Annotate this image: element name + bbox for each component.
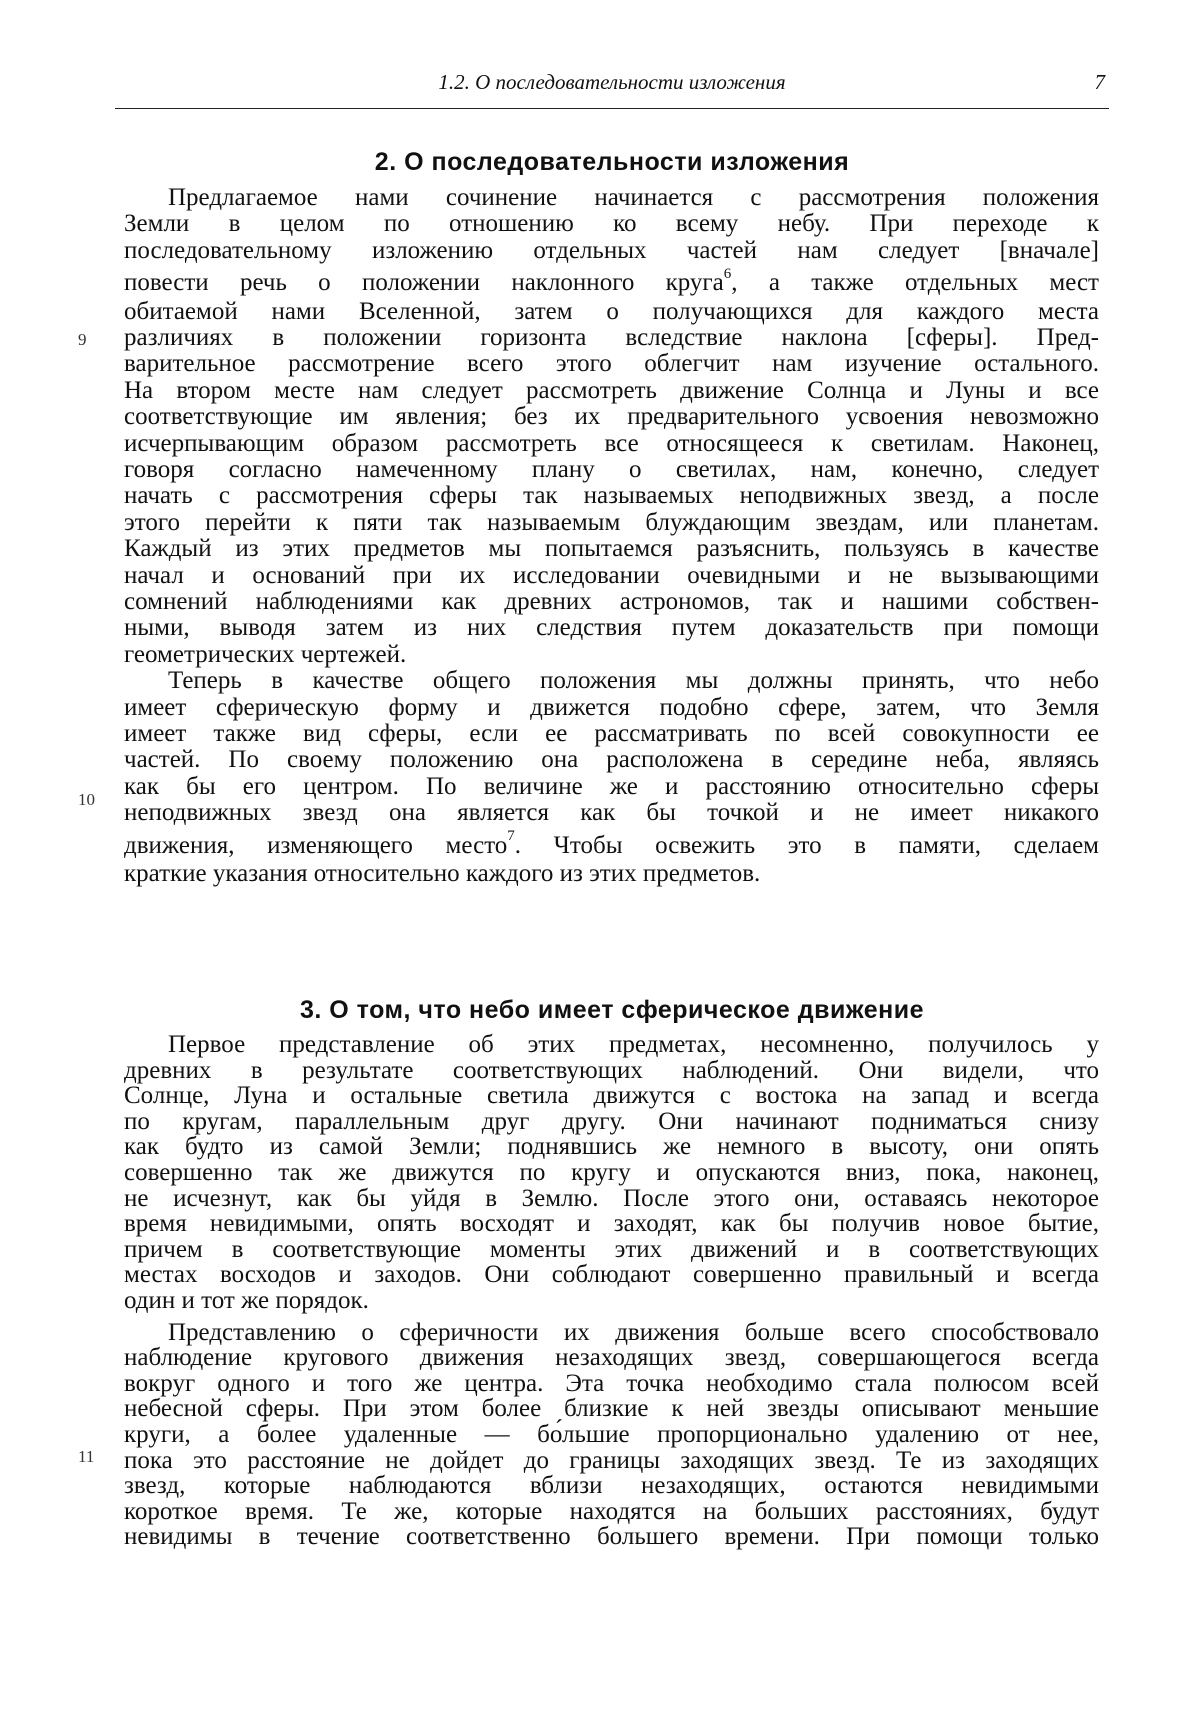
text-line xyxy=(124,265,1099,297)
text-line xyxy=(124,482,1099,510)
text-line-content: причем в соответствующие моменты этих движений и в соответствующих xyxy=(124,1235,1099,1263)
text-line xyxy=(124,430,1099,458)
text-line xyxy=(124,350,1099,378)
text-line xyxy=(124,1159,1099,1187)
text-line-content: последовательному изложению отдельных частей нам следует [вначале] xyxy=(124,236,1099,264)
page-number: 7 xyxy=(1094,70,1105,94)
text-line xyxy=(124,588,1099,616)
text-line-content: Теперь в качестве общего положения мы должны принять, что небо xyxy=(168,667,1099,695)
text-line-content: Каждый из этих предметов мы попытаемся разъяснить, пользуясь в качестве xyxy=(124,535,1099,563)
text-line-tail: . Чтобы освежить это в памяти, сделаем xyxy=(514,831,1099,859)
text-line xyxy=(124,324,1099,352)
text-line-content: краткие указания относительно каждого из этих предметов. xyxy=(124,860,761,887)
text-line xyxy=(124,1472,1099,1500)
section-heading-2: 2. О последовательности изложения xyxy=(374,148,850,176)
section-heading-3: 3. О том, что небо имеет сферическое движение xyxy=(299,996,924,1024)
text-line-content: Предлагаемое нами сочинение начинается с рассмотрения положения xyxy=(168,184,1099,211)
margin-number: 9 xyxy=(78,330,87,349)
text-line xyxy=(124,614,1099,642)
text-line xyxy=(124,746,1099,774)
text-line-content: начать с рассмотрения сферы так называемых неподвижных звезд, а после xyxy=(124,482,1099,510)
text-line-content: Первое представление об этих предметах, несомненно, получилось у xyxy=(168,1031,1099,1058)
text-line xyxy=(124,694,1099,722)
text-line xyxy=(124,535,1099,563)
text-line-content: геометрических чертежей. xyxy=(124,640,407,668)
text-line xyxy=(124,1370,1099,1398)
text-line xyxy=(124,720,1099,748)
text-line xyxy=(124,1082,1099,1110)
text-line xyxy=(124,403,1099,431)
text-line-content: варительное рассмотрение всего этого облегчит нам изучение остального. xyxy=(124,350,1099,378)
text-line xyxy=(124,1287,1099,1315)
text-line xyxy=(124,210,1099,238)
running-head xyxy=(115,68,1109,109)
text-line-content: не исчезнут, как бы уйдя в Землю. После этого они, оставаясь некоторое xyxy=(124,1184,1099,1212)
text-line-content: как будто из самой Земли; поднявшись же немного в высоту, они опять xyxy=(124,1133,1099,1161)
text-line-content: ными, выводя затем из них следствия путем доказательств при помощи xyxy=(124,614,1099,642)
text-line-content: пока это расстояние не дойдет до границы заходящих звезд. Те из заходящих xyxy=(124,1446,1099,1474)
text-line-content: короткое время. Те же, которые находятся на больших расстояниях, будут xyxy=(124,1497,1099,1525)
text-line-content: Солнце, Луна и остальные светила движутся с востока на запад и всегда xyxy=(124,1082,1099,1110)
text-line xyxy=(168,1031,1099,1059)
text-line xyxy=(124,1185,1099,1213)
text-line xyxy=(124,377,1099,405)
text-line-content: исчерпывающим образом рассмотреть все относящееся к светилам. Наконец, xyxy=(124,429,1099,457)
text-line xyxy=(124,1498,1099,1526)
text-line-content: вокруг одного и того же центра. Эта точка необходимо стала полюсом всей xyxy=(124,1369,1099,1397)
text-line-content: начал и оснований при их исследовании очевидными и не вызывающими xyxy=(124,561,1099,589)
text-line xyxy=(124,860,1099,888)
footnote-marker: 6 xyxy=(723,265,732,282)
text-line-content: Земли в целом по отношению ко всему небу. При переходе к xyxy=(124,210,1099,238)
text-line-tail: , а также отдельных мест xyxy=(731,269,1099,297)
text-line-content: соответствующие им явления; без их предварительного усвоения невозможно xyxy=(124,403,1099,431)
text-line-content: один и тот же порядок. xyxy=(124,1287,369,1314)
text-line xyxy=(124,773,1099,801)
text-line-content: повести речь о положении наклонного круга xyxy=(124,269,724,297)
text-line-content: сомнений наблюдениями как древних астрономов, так и нашими собствен- xyxy=(124,588,1099,615)
footnote-marker: 7 xyxy=(507,828,515,845)
text-line-content: говоря согласно намеченному плану о светилах, нам, конечно, следует xyxy=(124,456,1099,483)
text-line-content: неподвижных звезд она является как бы точкой и не имеет никакого xyxy=(124,799,1099,827)
text-line xyxy=(168,667,1099,695)
text-line xyxy=(124,1133,1099,1161)
text-line-content: звезд, которые наблюдаются вблизи незаходящих, остаются невидимыми xyxy=(124,1472,1099,1500)
text-line xyxy=(124,1344,1099,1372)
text-line-content: небесной сферы. При этом более близкие к ней звезды описывают меньшие xyxy=(124,1395,1099,1423)
text-line xyxy=(124,237,1099,265)
text-line xyxy=(124,1523,1099,1551)
text-line-content: время невидимыми, опять восходят и заходят, как бы получив новое бытие, xyxy=(124,1210,1099,1238)
text-line-content: обитаемой нами Вселенной, затем о получающихся для каждого места xyxy=(124,297,1099,325)
text-line xyxy=(124,799,1099,827)
text-line xyxy=(168,184,1099,212)
text-line xyxy=(124,298,1099,326)
text-line xyxy=(124,1447,1099,1475)
text-line-content: имеет сферическую форму и движется подобно сфере, затем, что Земля xyxy=(124,693,1099,721)
text-line xyxy=(168,1319,1099,1347)
text-line xyxy=(124,1210,1099,1238)
text-line-content: движения, изменяющего место xyxy=(124,831,508,859)
text-line-content: местах восходов и заходов. Они соблюдают совершенно правильный и всегда xyxy=(124,1261,1099,1289)
text-line-content: невидимы в течение соответственно большего времени. При помощи только xyxy=(124,1523,1099,1551)
text-line-content: частей. По своему положению она расположена в середине неба, являясь xyxy=(124,746,1099,774)
text-line-content: Представлению о сферичности их движения больше всего способствовало xyxy=(168,1318,1099,1346)
text-line xyxy=(124,562,1099,590)
text-line xyxy=(124,1395,1099,1423)
margin-number: 10 xyxy=(78,790,95,809)
text-line-content: На втором месте нам следует рассмотреть движение Солнца и Луны и все xyxy=(124,376,1099,404)
text-line-content: как бы его центром. По величине же и расстоянию относительно сферы xyxy=(124,772,1099,800)
text-line xyxy=(124,641,1099,669)
text-line xyxy=(124,828,1099,860)
text-line-content: совершенно так же движутся по кругу и опускаются вниз, пока, наконец, xyxy=(124,1159,1099,1186)
running-head-title: 1.2. О последовательности изложения xyxy=(438,70,786,94)
text-line xyxy=(124,1236,1099,1264)
text-line xyxy=(124,509,1099,537)
text-line-content: древних в результате соответствующих наблюдений. Они видели, что xyxy=(124,1056,1099,1084)
text-line xyxy=(124,1057,1099,1085)
text-line-content: этого перейти к пяти так называемым блуждающим звездам, или планетам. xyxy=(124,508,1099,536)
text-line xyxy=(124,456,1099,484)
margin-number: 11 xyxy=(78,1447,95,1466)
text-line-content: наблюдение кругового движения незаходящих звезд, совершающегося всегда xyxy=(124,1344,1099,1372)
text-line-content: круги, а более удаленные — бо́льшие пропорционально удалению от нее, xyxy=(124,1421,1099,1448)
text-line-content: различиях в положении горизонта вследствие наклона [сферы]. Пред- xyxy=(124,324,1099,351)
text-line-content: по кругам, параллельным друг другу. Они начинают подниматься снизу xyxy=(124,1107,1099,1135)
text-line xyxy=(124,1421,1099,1449)
text-line-content: имеет также вид сферы, если ее рассматривать по всей совокупности ее xyxy=(124,720,1099,747)
text-line xyxy=(124,1261,1099,1289)
text-line xyxy=(124,1108,1099,1136)
